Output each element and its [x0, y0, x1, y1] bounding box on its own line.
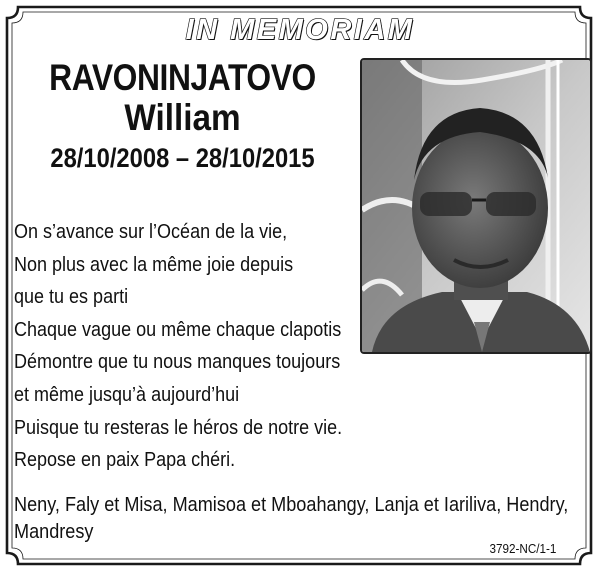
- poem-line: Repose en paix Papa chéri.: [14, 449, 236, 472]
- poem-line: et même jusqu’à aujourd’hui: [14, 383, 240, 406]
- poem-line: que tu es parti: [14, 286, 129, 309]
- page-title: IN MEMORIAM: [185, 14, 415, 46]
- poem-line: On s’avance sur l’Océan de la vie,: [14, 221, 288, 243]
- poem-line: Démontre que tu nous manques toujours: [14, 351, 341, 374]
- deceased-surname: RAVONINJATOVO: [49, 57, 316, 98]
- poem-line: Non plus avec la même joie depuis: [14, 253, 294, 276]
- deceased-name-block: [20, 58, 345, 176]
- poem-line: Puisque tu resteras le héros de notre vie.: [14, 416, 343, 439]
- family-names: Neny, Faly et Misa, Mamisoa et Mboahangy, Lanja et Iariliva, Hendry, Mandresy: [14, 494, 569, 543]
- portrait-photo: [360, 58, 592, 354]
- ad-reference-number: 3792-NC/1-1: [489, 541, 556, 556]
- memorial-poem: [14, 216, 364, 477]
- memorial-dates: 28/10/2008 – 28/10/2015: [50, 143, 315, 173]
- poem-line: Chaque vague ou même chaque clapotis: [14, 318, 342, 341]
- deceased-first-name: William: [124, 97, 241, 138]
